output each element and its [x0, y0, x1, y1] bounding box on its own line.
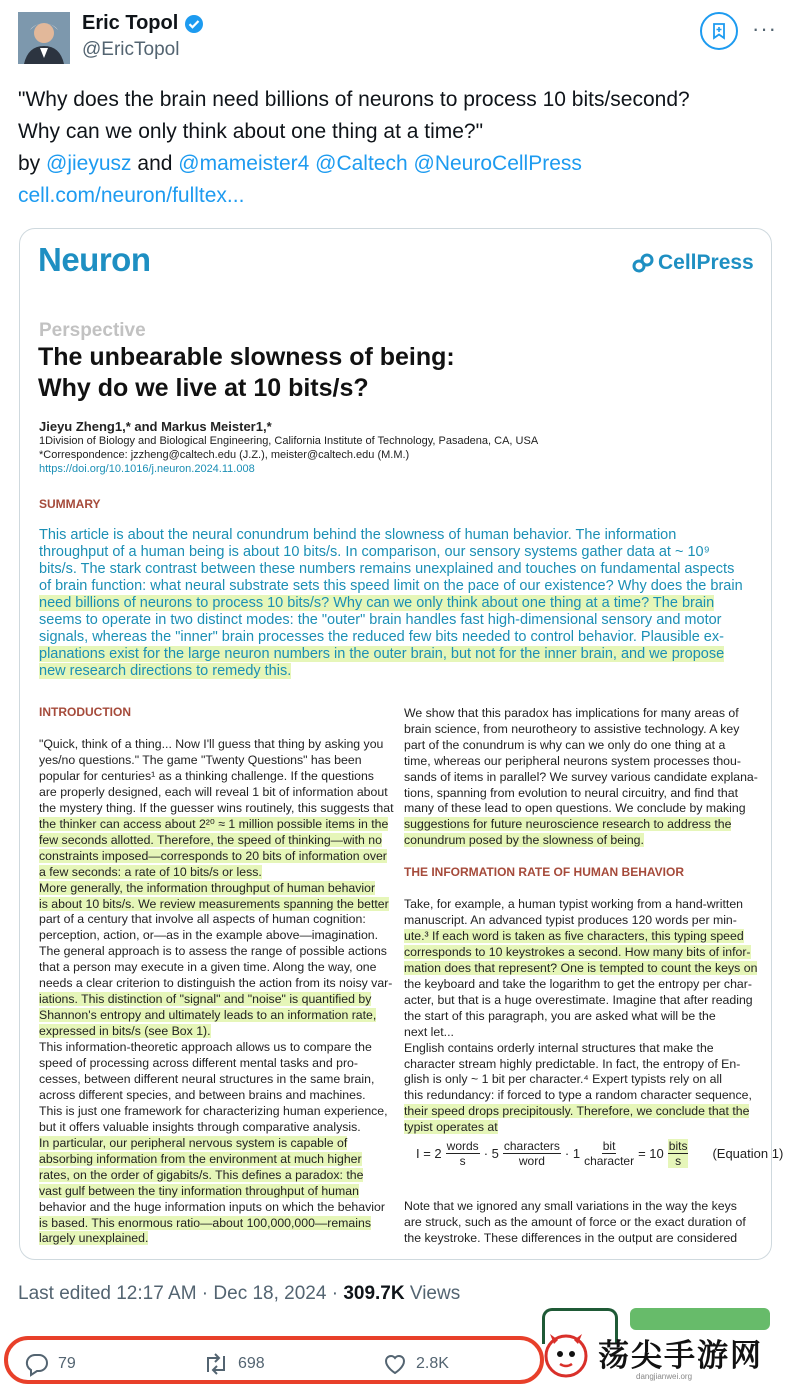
- author-handle[interactable]: @EricTopol: [82, 39, 180, 60]
- repost-button[interactable]: [202, 1352, 265, 1376]
- summary-heading: SUMMARY: [39, 497, 101, 511]
- paper-text-line: Take, for example, a human typist working from a hand-written: [404, 897, 743, 911]
- fraction-numerator: bits: [668, 1139, 688, 1153]
- equation-term: · 1: [564, 1146, 581, 1161]
- paper-text-line: constraints imposed—corresponds to 20 bits of information over: [39, 848, 387, 863]
- mention-mameister4[interactable]: @mameister4: [178, 152, 310, 175]
- cellpress-text: CellPress: [658, 251, 754, 274]
- mention-jieyusz[interactable]: @jieyusz: [46, 152, 132, 175]
- paper-text-line: are struck, such as the amount of force or the exact duration of: [404, 1215, 746, 1229]
- like-count: 2.8K: [416, 1355, 449, 1372]
- paper-text-line: behavior and the huge information inputs on which the behavior: [39, 1199, 385, 1214]
- paper-text-line: typist operates at: [404, 1120, 498, 1135]
- author-name[interactable]: [82, 12, 204, 35]
- summary-line: planations exist for the large neuron numbers in the outer brain, but not for the inner brain, and we propose: [39, 646, 725, 662]
- paper-text-line: This information-theoretic approach allows us to compare the: [39, 1040, 372, 1055]
- paper-text-line: "Quick, think of a thing... Now I'll guess that thing by asking you: [39, 737, 384, 751]
- edited-timestamp[interactable]: Last edited 12:17 AM · Dec 18, 2024 ·: [18, 1283, 344, 1304]
- grok-icon[interactable]: [700, 12, 738, 50]
- paper-text-line: expressed in bits/s (see Box 1).: [39, 1024, 211, 1039]
- paper-text-line: the keystroke. These differences in the output are considered: [404, 1231, 738, 1245]
- paper-text-line: across different species, and between brains and machines.: [39, 1087, 366, 1102]
- summary-line: need billions of neurons to process 10 bits/s? Why can we only think about one thing at a time? The brain: [39, 595, 715, 611]
- paper-text-line: suggestions for future neuroscience research to address the: [404, 817, 732, 832]
- equation-term: · 5: [483, 1146, 499, 1161]
- more-options-icon[interactable]: ···: [752, 16, 777, 41]
- paper-text-line: are properly designed, each will reveal 1 bit of information about: [39, 784, 388, 799]
- mention-neurocellpress[interactable]: @NeuroCellPress: [413, 152, 582, 175]
- paper-text-line: iations. This distinction of "signal" and "noise" is quantified by: [39, 992, 372, 1007]
- tweet-mentions-line: [18, 148, 582, 180]
- paper-text-line: part of a century that involve all aspects of human cognition:: [39, 912, 366, 927]
- fraction-denominator: word: [518, 1154, 545, 1168]
- paper-text-line: In particular, our peripheral nervous system is capable of: [39, 1135, 348, 1150]
- cellpress-logo: [632, 251, 754, 275]
- avatar[interactable]: [18, 12, 70, 64]
- introduction-heading: INTRODUCTION: [39, 705, 131, 719]
- paper-text-line: vast gulf between the tiny information throughput of human: [39, 1183, 359, 1198]
- paper-text-line: acter, but that is a huge overestimate. Imagine that after reading: [404, 992, 753, 1007]
- paper-text-line: character stream highly predictable. In fact, the entropy of En-: [404, 1056, 741, 1071]
- paper-text-line: We show that this paradox has implications for many areas of: [404, 706, 739, 720]
- like-button[interactable]: [382, 1352, 449, 1376]
- paper-title-line-1: The unbearable slowness of being:: [38, 343, 455, 371]
- paper-text-line: cesses, between different neural structures in the same brain,: [39, 1071, 375, 1086]
- paper-text-line: a few seconds: a rate of 10 bits/s or less.: [39, 864, 262, 879]
- paper-text-line: next let...: [404, 1024, 454, 1039]
- fraction-numerator: characters: [503, 1139, 560, 1153]
- reply-button[interactable]: [24, 1352, 76, 1376]
- paper-text-line: is about 10 bits/s. We review measurements spanning the better: [39, 896, 389, 911]
- paper-text-line: speed of processing across different mental tasks and pro-: [39, 1056, 358, 1070]
- fraction-numerator: words: [446, 1139, 479, 1153]
- paper-text-line: time, whereas our peripheral neurons system processes thou-: [404, 753, 741, 768]
- paper-text-line: mation does that represent? One is tempted to count the keys on: [404, 960, 758, 975]
- mention-caltech[interactable]: @Caltech: [315, 152, 408, 175]
- section-label: Perspective: [39, 320, 146, 341]
- paper-text-line: yes/no questions." The game "Twenty Questions" has been: [39, 752, 362, 767]
- paper-text-line: rates, on the order of gigabits/s. This defines a paradox: the: [39, 1167, 364, 1182]
- views-count: 309.7K: [343, 1283, 405, 1304]
- paper-text-line: The general approach is to assess the range of possible actions: [39, 944, 387, 959]
- summary-line: seems to operate in two distinct modes: the "outer" brain handles fast high-dimensional sensory and motor: [39, 612, 722, 628]
- paper-title-line-2: Why do we live at 10 bits/s?: [38, 374, 369, 402]
- paper-text-line: absorbing information from the environment at much higher: [39, 1151, 362, 1166]
- paper-text-line: perception, action, or—as in the example above—imagination.: [39, 928, 379, 943]
- summary-line: signals, whereas the "inner" brain processes the reduced few bits needed to control behavior. Plausible ex-: [39, 629, 724, 645]
- equation-lhs: I = 2: [416, 1146, 442, 1161]
- fraction-denominator: s: [675, 1154, 682, 1168]
- paper-text-line: More generally, the information throughput of human behavior: [39, 880, 376, 895]
- tweet-link[interactable]: cell.com/neuron/fulltex...: [18, 184, 245, 207]
- verified-badge-icon: [184, 14, 204, 34]
- paper-affiliation: 1Division of Biology and Biological Engineering, California Institute of Technology, Pasadena, CA, USA: [39, 435, 539, 447]
- paper-doi: https://doi.org/10.1016/j.neuron.2024.11.008: [39, 463, 255, 475]
- repost-count: 698: [238, 1355, 265, 1372]
- paper-authors: Jieyu Zheng1,* and Markus Meister1,*: [39, 419, 272, 434]
- paper-text-line: English contains orderly internal structures that make the: [404, 1040, 714, 1055]
- paper-image[interactable]: [19, 228, 784, 1260]
- highlight-outline: [4, 1336, 544, 1384]
- site-watermark: [540, 1300, 788, 1388]
- summary-line: This article is about the neural conundrum behind the slowness of human behavior. The information: [39, 527, 677, 543]
- tweet-text-line-2: Why can we only think about one thing at a time?": [18, 120, 484, 143]
- equation-term: = 10: [638, 1146, 664, 1161]
- and-text: and: [137, 152, 173, 175]
- paper-text-line: but it offers valuable insights through comparative analysis.: [39, 1119, 361, 1134]
- watermark-url: dangjianwei.org: [636, 1372, 693, 1381]
- paper-text-line: This is just one framework for characterizing human experience,: [39, 1103, 388, 1118]
- paper-text-line: few seconds allotted. Therefore, the speed of thinking—with no: [39, 832, 382, 847]
- paper-text-line: popular for centuries¹ as a thinking challenge. If the questions: [39, 768, 374, 783]
- paper-text-line: the keyboard and take the logarithm to get the entropy per char-: [404, 976, 752, 991]
- reply-icon: [24, 1352, 50, 1376]
- paper-text-line: conundrum posed by the slowness of being.: [404, 833, 644, 848]
- paper-text-line: glish is only ~ 1 bit per character.⁴ Expert typists rely on all: [404, 1072, 722, 1087]
- equation-1: [416, 1139, 783, 1168]
- paper-text-line: brain science, from neurotheory to assistive technology. A key: [404, 721, 740, 736]
- paper-text-line: needs a clear criterion to distinguish the action from its noisy var-: [39, 976, 393, 991]
- summary-line: new research directions to remedy this.: [39, 663, 292, 679]
- paper-text-line: ute.³ If each word is taken as five characters, this typing speed: [404, 928, 744, 943]
- paper-text-line: many of these lead to open questions. We conclude by making: [404, 801, 746, 816]
- fraction-denominator: s: [459, 1154, 466, 1168]
- by-text: by: [18, 152, 41, 175]
- summary-line: bits/s. The stark contrast between these numbers remains unexplained and touches on fundamental aspects: [39, 561, 735, 577]
- paper-text-line: corresponds to 10 keystrokes a second. How many bits of infor-: [404, 944, 751, 959]
- paper-text-line: the mystery thing. If the guesser wins routinely, this suggests that: [39, 800, 394, 815]
- cellpress-icon: [632, 252, 654, 274]
- paper-text-line: that a person may execute in a given time. Along the way, one: [39, 960, 377, 975]
- paper-text-line: this redundancy: if forced to type a random character sequence,: [404, 1088, 752, 1103]
- paper-text-line: Shannon's entropy and ultimately leads to an information rate,: [39, 1008, 377, 1023]
- watermark-text: 荡尖手游网: [598, 1338, 763, 1374]
- journal-logo: Neuron: [38, 241, 151, 278]
- paper-text-line: sands of items in parallel? We survey various candidate explana-: [404, 769, 758, 784]
- summary-line: of brain function: what neural substrate sets this speed limit on the pace of our existence? Why does the brain: [39, 578, 743, 594]
- summary-line: throughput of a human being is about 10 bits/s. In comparison, our sensory systems gather data at ~ 10⁹: [39, 544, 710, 560]
- fraction-numerator: bit: [602, 1139, 616, 1153]
- tweet-meta: [18, 1283, 460, 1305]
- paper-text-line: Note that we ignored any small variations in the way the keys: [404, 1199, 737, 1213]
- reply-count: 79: [58, 1355, 76, 1372]
- paper-text-line: tions, spanning from evolution to neural circuitry, and find that: [404, 785, 739, 800]
- heart-icon: [382, 1352, 408, 1376]
- paper-text-line: largely unexplained.: [39, 1231, 149, 1246]
- info-rate-heading: THE INFORMATION RATE OF HUMAN BEHAVIOR: [404, 865, 684, 879]
- paper-text-line: is based. This enormous ratio—about 100,000,000—remains: [39, 1215, 371, 1230]
- paper-text-line: the start of this paragraph, you are asked what will be the: [404, 1008, 716, 1023]
- paper-text-line: manuscript. An advanced typist produces 120 words per min-: [404, 912, 737, 927]
- fraction-denominator: character: [584, 1154, 635, 1168]
- mascot-logo-icon: [540, 1326, 592, 1382]
- author-name-text[interactable]: Eric Topol: [82, 12, 179, 34]
- paper-text-line: part of the conundrum is why can we only do one thing at a: [404, 737, 726, 752]
- tweet-text-line-1: "Why does the brain need billions of neurons to process 10 bits/second?: [18, 88, 690, 111]
- paper-correspondence: *Correspondence: jzzheng@caltech.edu (J.Z.), meister@caltech.edu (M.M.): [39, 449, 410, 461]
- paper-text-line: their speed drops precipitously. Therefore, we conclude that the: [404, 1104, 750, 1119]
- equation-label: (Equation 1): [712, 1146, 784, 1161]
- views-label: Views: [404, 1283, 461, 1304]
- repost-icon: [202, 1352, 230, 1376]
- paper-text-line: the thinker can access about 2²⁰ ≈ 1 million possible items in the: [39, 816, 389, 831]
